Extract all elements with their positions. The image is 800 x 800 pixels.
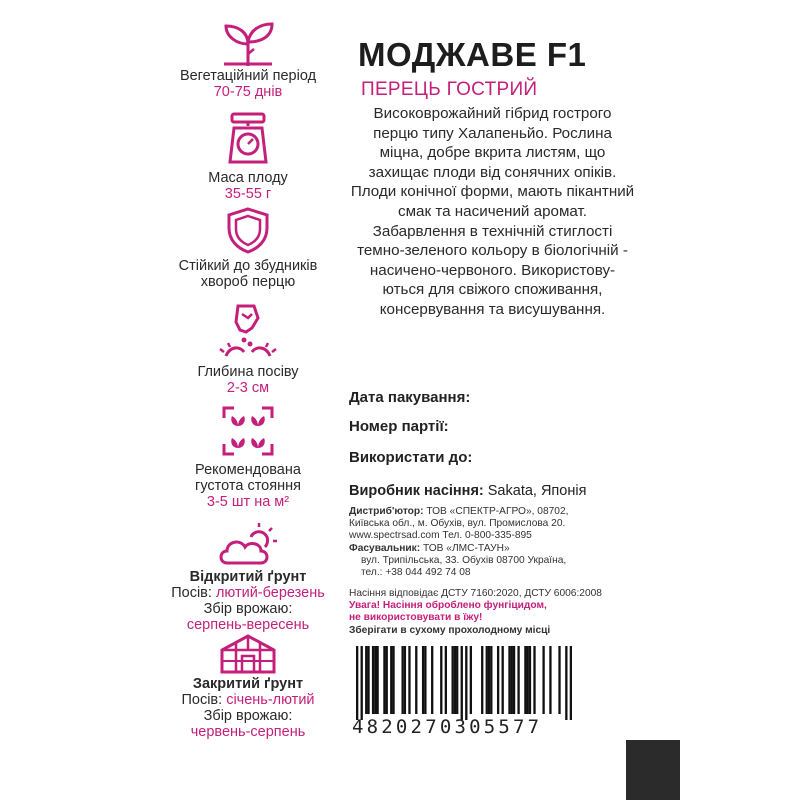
storage-text: Зберігати в сухому прохолодному місці xyxy=(349,624,551,636)
barcode-bar xyxy=(372,646,374,714)
barcode-bar xyxy=(508,646,510,714)
open-ground-title: Відкритий ґрунт xyxy=(189,569,307,585)
feature-resistance xyxy=(158,206,338,290)
density-label-2: густота стояння xyxy=(195,478,301,494)
barcode-bar xyxy=(431,646,433,714)
distributor-label: Дистриб'ютор: xyxy=(349,506,424,517)
barcode-bar xyxy=(497,646,499,714)
barcode-bar xyxy=(374,646,376,714)
open-harvest-value: серпень-вересень xyxy=(186,617,310,633)
barcode-bar xyxy=(401,646,403,714)
feature-closed-ground xyxy=(158,634,338,740)
barcode-bar xyxy=(424,646,426,714)
barcode-bar xyxy=(461,646,463,720)
barcode-bar xyxy=(415,646,417,714)
product-type: ПЕРЕЦЬ ГОСТРИЙ xyxy=(361,79,538,100)
distributor-block xyxy=(349,506,568,543)
barcode-bar xyxy=(356,646,358,720)
dark-corner-block xyxy=(626,740,680,800)
scale-icon xyxy=(220,110,276,166)
batch-field: Номер партії: xyxy=(349,418,449,435)
barcode-bar xyxy=(513,646,515,714)
vegetation-value: 70-75 днів xyxy=(213,84,283,100)
packer-label: Фасувальник: xyxy=(349,543,421,554)
hand-sowing-icon xyxy=(218,302,278,362)
fruit-mass-value: 35-55 г xyxy=(224,186,272,202)
barcode-bar xyxy=(392,646,394,714)
closed-harvest-value: червень-серпень xyxy=(190,724,306,740)
feature-vegetation xyxy=(158,18,338,100)
sowing-depth-value: 2-3 см xyxy=(226,380,270,396)
barcode-bar xyxy=(529,646,531,714)
barcode-bar xyxy=(361,646,363,720)
fruit-mass-label: Маса плоду xyxy=(208,170,288,186)
distributor-line-3: www.spectrsad.com Тел. 0-800-335-895 xyxy=(349,530,532,542)
barcode-bar xyxy=(565,646,567,720)
barcode-bar xyxy=(422,646,424,714)
barcode-bar xyxy=(524,646,526,714)
feature-sowing-depth xyxy=(158,302,338,396)
barcode-bar xyxy=(454,646,456,714)
barcode-bar xyxy=(404,646,406,714)
feature-density xyxy=(158,404,338,510)
barcode-bar xyxy=(376,646,378,714)
density-value: 3-5 шт на м² xyxy=(206,494,290,510)
barcode-bar xyxy=(470,646,472,714)
packer-line-1: ТОВ «ЛМС-ТАУН» xyxy=(422,543,510,554)
barcode-bar xyxy=(383,646,385,714)
open-harvest-label: Збір врожаю: xyxy=(203,601,293,617)
distributor-line-1: ТОВ «СПЕКТР-АГРО», 08702, xyxy=(426,506,569,517)
product-title: МОДЖАВЕ F1 xyxy=(358,36,587,73)
barcode-bar xyxy=(481,646,483,714)
warning-line-1: Увага! Насіння оброблено фунгіцидом, xyxy=(349,600,547,612)
producer xyxy=(349,483,586,499)
warning-line-2: не використовувати в їжу! xyxy=(349,612,483,624)
sowing-depth-label: Глибина посіву xyxy=(197,364,299,380)
density-label-1: Рекомендована xyxy=(195,462,301,478)
shield-icon xyxy=(223,206,273,254)
resistance-label-2: хвороб перцю xyxy=(200,274,296,290)
barcode-bar xyxy=(386,646,388,714)
pack-date-field: Дата пакування: xyxy=(349,389,471,406)
open-sow-label: Посів: xyxy=(171,585,212,601)
compliance-text: Насіння відповідає ДСТУ 7160:2020, ДСТУ 6006:2008 xyxy=(349,588,602,599)
closed-harvest-label: Збір врожаю: xyxy=(203,708,293,724)
barcode-bar xyxy=(517,646,519,714)
barcode-bar xyxy=(408,646,410,714)
use-by-field: Використати до: xyxy=(349,449,473,466)
feature-fruit-mass xyxy=(158,110,338,202)
barcode-bar xyxy=(390,646,392,714)
barcode-bar xyxy=(542,646,544,714)
barcode-bar xyxy=(486,646,488,714)
closed-sow-label: Посів: xyxy=(181,692,223,708)
barcode-bar xyxy=(367,646,369,714)
barcode-bar xyxy=(549,646,551,714)
barcode-bar xyxy=(490,646,492,714)
closed-sow-value: січень-лютий xyxy=(226,692,315,708)
open-sow-value: лютий-березень xyxy=(215,585,325,601)
sprout-icon xyxy=(216,18,280,68)
barcode-bar xyxy=(533,646,535,714)
barcode-bar xyxy=(502,646,504,714)
producer-value: Sakata, Японія xyxy=(487,483,587,499)
barcode-bar xyxy=(456,646,458,714)
product-description: Високоврожайний гібрид гострого перцю типу Халапеньйо. Рослина міцна, добре вкрита листям, що захищає плоди від сонячних опіків. Плоди конічної форми, мають пікантний смак та насичений аромат. Забарвлення в технічній стиглості темно-зеленого кольору в біологічній - насичено-червоного. Використову-ються для свіжого споживання, консервування та висушування. xyxy=(350,105,635,318)
barcode-bar xyxy=(558,646,560,714)
compliance-block xyxy=(349,588,602,637)
packer-line-3: тел.: +38 044 492 74 08 xyxy=(361,567,471,579)
barcode xyxy=(356,646,572,720)
barcode-number: 4820270305577 xyxy=(352,716,543,738)
barcode-bar xyxy=(451,646,453,714)
greenhouse-icon xyxy=(218,634,278,674)
barcode-bar xyxy=(488,646,490,714)
sun-cloud-icon xyxy=(217,523,279,567)
barcode-bar xyxy=(527,646,529,714)
vegetation-label: Вегетаційний період xyxy=(179,68,317,84)
plant-spacing-icon xyxy=(220,404,276,458)
closed-ground-title: Закритий ґрунт xyxy=(192,676,304,692)
packer-line-2: вул. Трипільська, 33. Обухів 08700 Україна, xyxy=(361,555,567,567)
resistance-label-1: Стійкий до збудників xyxy=(178,258,318,274)
barcode-bar xyxy=(445,646,447,714)
barcode-bar xyxy=(511,646,513,714)
feature-open-ground xyxy=(158,523,338,633)
producer-label: Виробник насіння: xyxy=(349,483,484,499)
barcode-bar xyxy=(365,646,367,714)
barcode-bar xyxy=(570,646,572,720)
barcode-bar xyxy=(465,646,467,720)
barcode-bar xyxy=(440,646,442,714)
packer-block xyxy=(349,543,566,580)
distributor-line-2: Київська обл., м. Обухів, вул. Промислова 20. xyxy=(349,518,566,530)
